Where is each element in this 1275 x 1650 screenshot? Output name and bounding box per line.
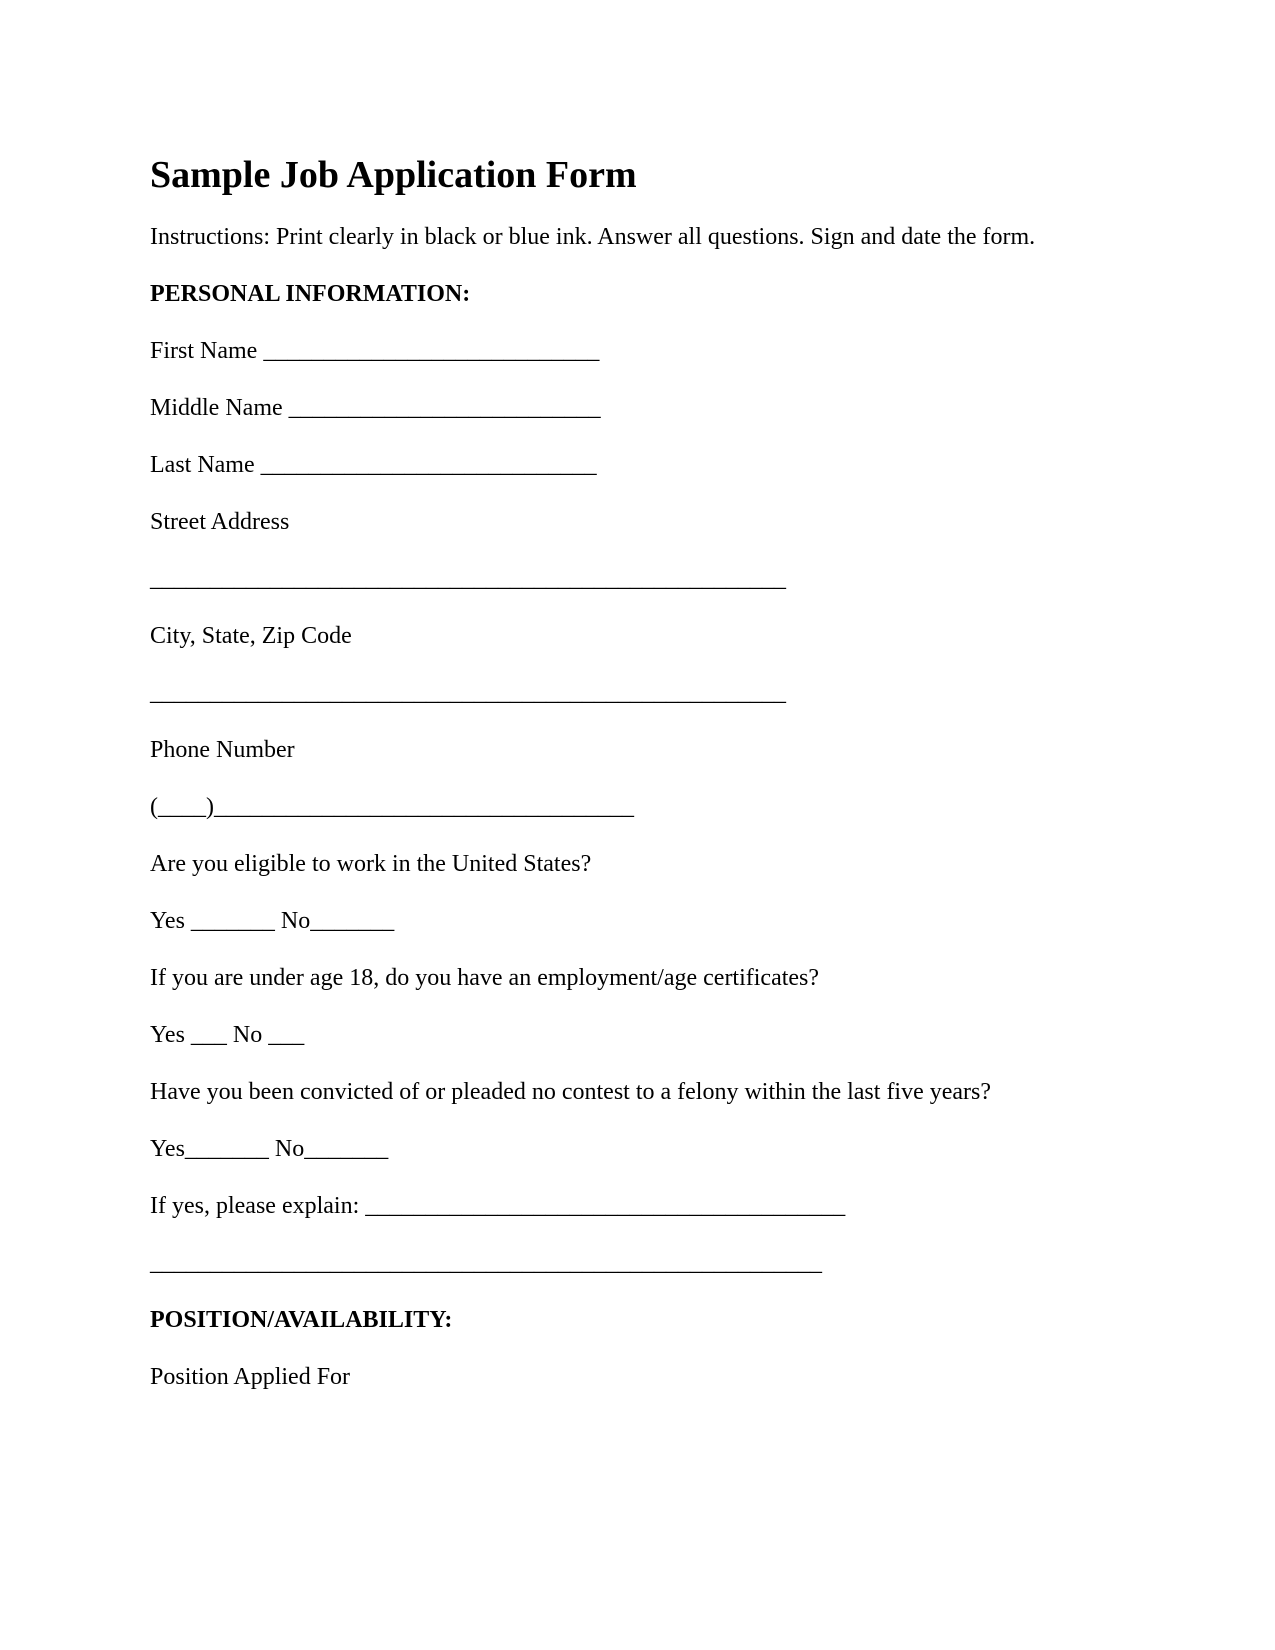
personal-information-heading: PERSONAL INFORMATION: xyxy=(150,281,471,307)
work-eligibility-answer[interactable]: Yes _______ No_______ xyxy=(150,908,395,934)
street-address-label: Street Address xyxy=(150,509,290,535)
work-eligibility-question: Are you eligible to work in the United States? xyxy=(150,851,592,877)
position-availability-heading: POSITION/AVAILABILITY: xyxy=(150,1307,453,1333)
age-certificate-question: If you are under age 18, do you have an employment/age certificates? xyxy=(150,965,820,991)
felony-question: Have you been convicted of or pleaded no contest to a felony within the last five years? xyxy=(150,1079,992,1105)
age-certificate-answer[interactable]: Yes ___ No ___ xyxy=(150,1022,305,1048)
city-state-zip-label: City, State, Zip Code xyxy=(150,623,352,649)
page-title: Sample Job Application Form xyxy=(150,154,637,196)
phone-number-label: Phone Number xyxy=(150,737,295,763)
first-name-field[interactable]: First Name ____________________________ xyxy=(150,338,600,364)
instructions-text: Instructions: Print clearly in black or blue ink. Answer all questions. Sign and date the form. xyxy=(150,224,1036,250)
explain-field-line2[interactable]: ________________________________________________________ xyxy=(150,1250,822,1276)
middle-name-field[interactable]: Middle Name __________________________ xyxy=(150,395,601,421)
last-name-field[interactable]: Last Name ____________________________ xyxy=(150,452,597,478)
felony-answer[interactable]: Yes_______ No_______ xyxy=(150,1136,389,1162)
explain-field[interactable]: If yes, please explain: ________________________________________ xyxy=(150,1193,846,1219)
phone-number-field[interactable]: (____)___________________________________ xyxy=(150,794,634,820)
street-address-field[interactable]: _____________________________________________________ xyxy=(150,566,786,592)
city-state-zip-field[interactable]: _____________________________________________________ xyxy=(150,680,786,706)
position-applied-label: Position Applied For xyxy=(150,1364,351,1390)
